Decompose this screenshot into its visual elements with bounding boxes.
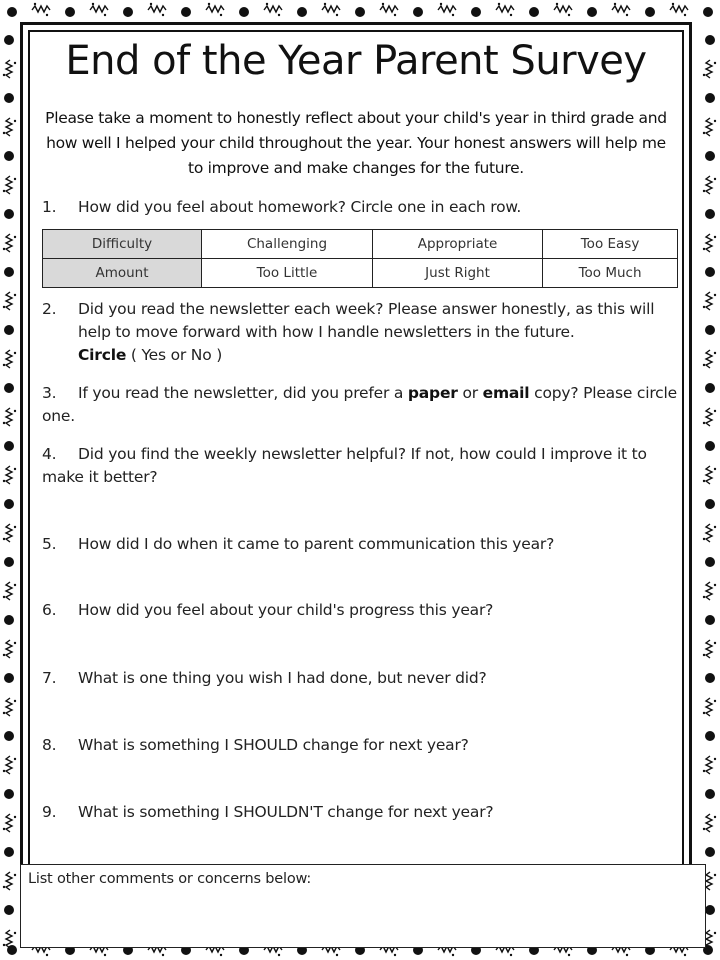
border-dot: [278, 14, 280, 16]
border-dot: [336, 954, 338, 956]
border-dot: [3, 480, 5, 482]
question-4: [42, 443, 678, 489]
border-dot: [684, 14, 686, 16]
border-squiggle: [6, 176, 12, 194]
border-squiggle: [206, 6, 224, 12]
border-dot: [452, 14, 454, 16]
border-dot: [266, 3, 268, 5]
border-dot: [220, 954, 222, 956]
border-dot: [3, 828, 5, 830]
border-dot: [3, 596, 5, 598]
border-dot: [394, 954, 396, 956]
question-number: 2.: [42, 300, 57, 318]
question-number: 8.: [42, 736, 57, 754]
border-dot: [14, 584, 16, 586]
border-squiggle: [706, 466, 712, 484]
border-dot: [626, 14, 628, 16]
border-dot: [705, 789, 715, 799]
border-dot: [568, 954, 570, 956]
border-dot: [614, 3, 616, 5]
border-dot: [714, 816, 716, 818]
border-dot: [3, 886, 5, 888]
border-dot: [703, 306, 705, 308]
border-dot: [714, 120, 716, 122]
question-number: 7.: [42, 669, 57, 687]
question-text: What is something I SHOULDN'T change for next year?: [78, 803, 494, 821]
border-dot: [705, 847, 715, 857]
border-dot: [355, 7, 365, 17]
border-squiggle: [6, 698, 12, 716]
question-number: 9.: [42, 803, 57, 821]
border-dot: [714, 642, 716, 644]
border-dot: [14, 932, 16, 934]
border-squiggle: [706, 350, 712, 368]
border-dot: [92, 3, 94, 5]
border-dot: [714, 758, 716, 760]
border-dot: [703, 770, 705, 772]
border-dot: [34, 3, 36, 5]
question-text: Did you read the newsletter each week? Please answer honestly, as this will help to move forward with how I handle newsletters in the future.: [78, 300, 655, 341]
border-dot: [714, 700, 716, 702]
option-cell[interactable]: Just Right: [373, 259, 543, 288]
question-number: 3.: [42, 384, 57, 402]
border-squiggle: [322, 6, 340, 12]
question-text-or: or: [462, 384, 478, 402]
border-squiggle: [6, 292, 12, 310]
border-squiggle: [380, 6, 398, 12]
question-3: [42, 382, 678, 428]
border-dot: [714, 584, 716, 586]
border-dot: [14, 294, 16, 296]
border-dot: [14, 410, 16, 412]
border-dot: [3, 422, 5, 424]
question-text: What is something I SHOULD change for next year?: [78, 736, 469, 754]
border-dot: [220, 14, 222, 16]
table-row: [43, 230, 678, 259]
border-dot: [705, 441, 715, 451]
border-dot: [4, 731, 14, 741]
option-cell[interactable]: Too Easy: [543, 230, 678, 259]
border-dot: [705, 905, 715, 915]
border-dot: [703, 190, 705, 192]
border-dot: [3, 364, 5, 366]
option-cell[interactable]: Too Little: [202, 259, 373, 288]
border-dot: [703, 248, 705, 250]
border-dot: [714, 410, 716, 412]
border-dot: [181, 7, 191, 17]
question-6: [42, 599, 678, 622]
question-text: How did I do when it came to parent communication this year?: [78, 535, 555, 553]
border-squiggle: [496, 6, 514, 12]
border-dot: [382, 3, 384, 5]
page-title: End of the Year Parent Survey: [65, 38, 647, 84]
border-dot: [703, 596, 705, 598]
border-dot: [104, 14, 106, 16]
border-squiggle: [6, 350, 12, 368]
border-squiggle: [706, 60, 712, 78]
border-squiggle: [6, 756, 12, 774]
question-number: 4.: [42, 445, 57, 463]
border-dot: [714, 526, 716, 528]
border-dot: [471, 7, 481, 17]
border-squiggle: [264, 6, 282, 12]
border-squiggle: [438, 6, 456, 12]
border-dot: [14, 700, 16, 702]
question-9: [42, 801, 678, 824]
border-dot: [4, 499, 14, 509]
border-dot: [3, 944, 5, 946]
border-dot: [4, 35, 14, 45]
question-2: [42, 298, 678, 367]
border-dot: [3, 190, 5, 192]
border-dot: [14, 468, 16, 470]
border-dot: [645, 7, 655, 17]
intro-paragraph: Please take a moment to honestly reflect about your child's year in third grade and how well I helped your child throughout the year. Your honest answers will help me to improve and make changes for the future.: [45, 109, 667, 177]
border-dot: [556, 3, 558, 5]
border-squiggle: [706, 640, 712, 658]
border-dot: [703, 828, 705, 830]
border-dot: [14, 236, 16, 238]
border-dot: [4, 151, 14, 161]
border-squiggle: [90, 6, 108, 12]
border-dot: [4, 267, 14, 277]
border-squiggle: [6, 466, 12, 484]
border-dot: [705, 267, 715, 277]
circle-label: Circle: [78, 346, 127, 364]
border-squiggle: [6, 814, 12, 832]
border-squiggle: [706, 118, 712, 136]
border-dot: [14, 120, 16, 122]
border-squiggle: [706, 582, 712, 600]
border-squiggle: [706, 756, 712, 774]
border-dot: [3, 770, 5, 772]
question-number: 1.: [42, 198, 57, 216]
border-dot: [14, 526, 16, 528]
border-squiggle: [148, 6, 166, 12]
email-option[interactable]: email: [482, 384, 530, 402]
homework-table: [42, 229, 678, 288]
border-squiggle: [706, 698, 712, 716]
border-dot: [440, 3, 442, 5]
border-dot: [510, 954, 512, 956]
border-dot: [703, 654, 705, 656]
border-dot: [498, 3, 500, 5]
border-squiggle: [706, 408, 712, 426]
comments-label: List other comments or concerns below:: [28, 871, 312, 887]
question-8: [42, 734, 678, 757]
border-dot: [626, 954, 628, 956]
border-squiggle: [706, 524, 712, 542]
question-text: What is one thing you wish I had done, but never did?: [78, 669, 487, 687]
border-dot: [4, 789, 14, 799]
border-dot: [703, 7, 713, 17]
option-cell[interactable]: Too Much: [543, 259, 678, 288]
border-dot: [714, 236, 716, 238]
border-dot: [14, 178, 16, 180]
border-squiggle: [612, 6, 630, 12]
border-squiggle: [32, 6, 50, 12]
question-number: 6.: [42, 601, 57, 619]
border-dot: [705, 673, 715, 683]
border-dot: [510, 14, 512, 16]
question-text: How did you feel about homework? Circle one in each row.: [78, 198, 522, 216]
border-dot: [208, 3, 210, 5]
border-dot: [123, 7, 133, 17]
border-squiggle: [6, 408, 12, 426]
border-dot: [14, 642, 16, 644]
border-squiggle: [706, 814, 712, 832]
border-dot: [46, 14, 48, 16]
border-dot: [703, 480, 705, 482]
border-dot: [14, 352, 16, 354]
border-dot: [705, 499, 715, 509]
row-header-difficulty: Difficulty: [43, 230, 202, 259]
border-dot: [714, 468, 716, 470]
border-dot: [703, 364, 705, 366]
border-squiggle: [6, 524, 12, 542]
border-squiggle: [554, 6, 572, 12]
border-squiggle: [706, 292, 712, 310]
border-dot: [3, 654, 5, 656]
row-header-amount: Amount: [43, 259, 202, 288]
border-dot: [705, 93, 715, 103]
border-dot: [239, 7, 249, 17]
paper-option[interactable]: paper: [407, 384, 458, 402]
border-dot: [14, 816, 16, 818]
border-dot: [4, 557, 14, 567]
border-dot: [4, 905, 14, 915]
border-dot: [104, 954, 106, 956]
border-dot: [705, 383, 715, 393]
border-dot: [452, 954, 454, 956]
border-dot: [3, 306, 5, 308]
border-dot: [703, 538, 705, 540]
border-dot: [324, 3, 326, 5]
border-dot: [4, 673, 14, 683]
border-dot: [14, 874, 16, 876]
border-dot: [162, 954, 164, 956]
border-dot: [4, 847, 14, 857]
border-dot: [529, 7, 539, 17]
border-dot: [705, 35, 715, 45]
border-dot: [714, 178, 716, 180]
border-dot: [46, 954, 48, 956]
border-dot: [714, 352, 716, 354]
border-dot: [4, 209, 14, 219]
question-text: How did you feel about your child's progress this year?: [78, 601, 494, 619]
border-squiggle: [706, 176, 712, 194]
question-text: If you read the newsletter, did you prefer a: [78, 384, 404, 402]
border-dot: [672, 3, 674, 5]
border-dot: [703, 132, 705, 134]
border-dot: [703, 712, 705, 714]
border-squiggle: [6, 234, 12, 252]
border-dot: [705, 615, 715, 625]
border-squiggle: [6, 640, 12, 658]
comments-box[interactable]: [20, 864, 706, 948]
question-5: [42, 533, 678, 556]
border-dot: [705, 557, 715, 567]
border-squiggle: [706, 872, 712, 890]
border-dot: [14, 758, 16, 760]
question-text-after: copy? Please circle one.: [42, 384, 677, 425]
border-squiggle: [6, 872, 12, 890]
border-dot: [705, 209, 715, 219]
border-dot: [714, 874, 716, 876]
border-dot: [3, 248, 5, 250]
border-dot: [150, 3, 152, 5]
border-dot: [413, 7, 423, 17]
border-dot: [336, 14, 338, 16]
border-dot: [3, 74, 5, 76]
border-dot: [162, 14, 164, 16]
border-dot: [65, 7, 75, 17]
border-dot: [703, 74, 705, 76]
option-cell[interactable]: Challenging: [202, 230, 373, 259]
border-dot: [14, 62, 16, 64]
border-dot: [568, 14, 570, 16]
border-dot: [703, 422, 705, 424]
border-dot: [4, 93, 14, 103]
question-1: [42, 196, 678, 219]
yes-no-options[interactable]: ( Yes or No ): [130, 346, 223, 364]
border-dot: [278, 954, 280, 956]
border-dot: [705, 731, 715, 741]
question-7: [42, 667, 678, 690]
border-dot: [705, 325, 715, 335]
border-dot: [684, 954, 686, 956]
border-dot: [297, 7, 307, 17]
border-dot: [3, 538, 5, 540]
border-squiggle: [6, 60, 12, 78]
border-dot: [714, 294, 716, 296]
border-dot: [4, 441, 14, 451]
border-squiggle: [6, 118, 12, 136]
border-dot: [705, 151, 715, 161]
border-dot: [394, 14, 396, 16]
border-dot: [4, 383, 14, 393]
border-dot: [714, 932, 716, 934]
border-dot: [714, 62, 716, 64]
border-squiggle: [670, 6, 688, 12]
border-squiggle: [706, 234, 712, 252]
border-dot: [3, 132, 5, 134]
border-dot: [4, 325, 14, 335]
border-dot: [7, 7, 17, 17]
table-row: [43, 259, 678, 288]
question-text: Did you find the weekly newsletter helpful? If not, how could I improve it to make it better?: [42, 445, 647, 486]
option-cell[interactable]: Appropriate: [373, 230, 543, 259]
border-squiggle: [6, 582, 12, 600]
border-dot: [3, 712, 5, 714]
border-dot: [587, 7, 597, 17]
question-number: 5.: [42, 535, 57, 553]
border-dot: [4, 615, 14, 625]
